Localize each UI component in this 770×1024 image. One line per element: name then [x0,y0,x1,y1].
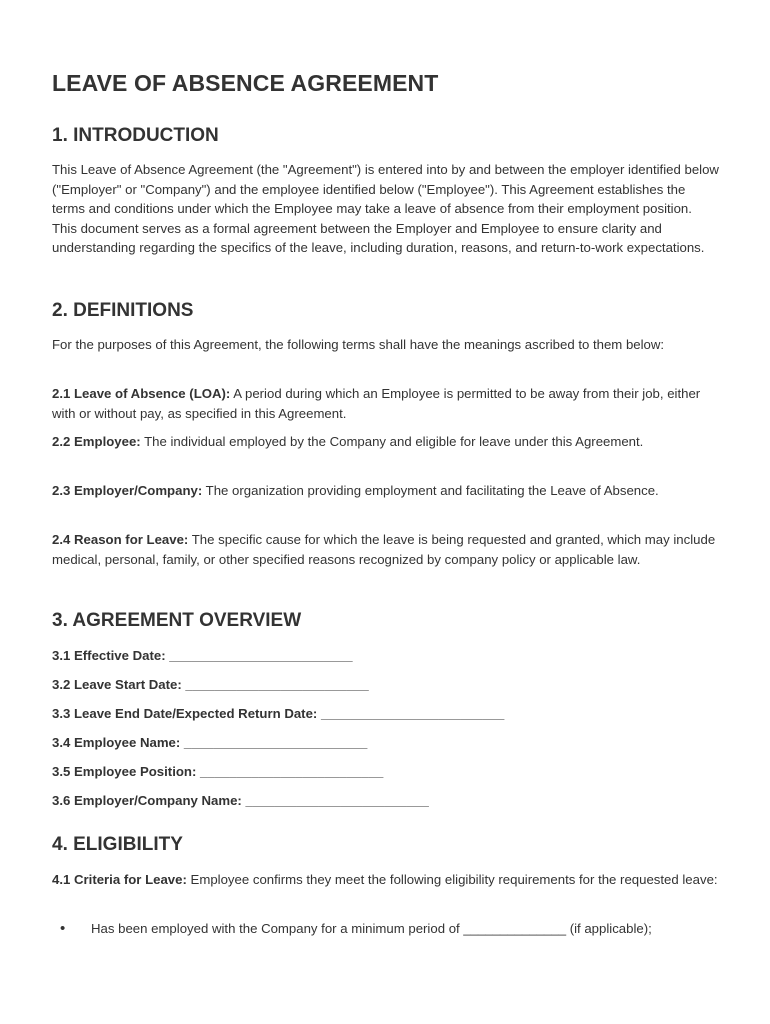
section-heading: 4. ELIGIBILITY [52,834,183,855]
definitions-intro: For the purposes of this Agreement, the following terms shall have the meanings ascribed to them below: [52,337,665,352]
effective-date-field[interactable]: 3.1 Effective Date: _________________________ [52,648,353,663]
bullet-icon: • [60,920,66,937]
leave-end-date-field[interactable]: 3.3 Leave End Date/Expected Return Date: _________________________ [52,706,505,721]
criteria-term: 4.1 Criteria for Leave: [52,872,187,887]
definitions-intro-block [52,335,720,355]
document-title: LEAVE OF ABSENCE AGREEMENT [52,70,439,96]
list-item [52,919,720,939]
list-item-text[interactable]: Has been employed with the Company for a minimum period of ______________ (if applicable); [91,921,652,936]
definition-2-2 [52,432,720,452]
employee-position-field[interactable]: 3.5 Employee Position: _________________________ [52,764,384,779]
section-heading: 1. INTRODUCTION [52,125,219,146]
employee-name-field[interactable]: 3.4 Employee Name: _________________________ [52,735,368,750]
employer-company-name-field[interactable]: 3.6 Employer/Company Name: _________________________ [52,793,429,808]
section-introduction [52,125,720,147]
section-heading: 2. DEFINITIONS [52,300,194,321]
definition-2-1 [52,384,720,423]
section-agreement-overview [52,610,720,632]
definition-term: 2.2 Employee: [52,434,141,449]
section-heading: 3. AGREEMENT OVERVIEW [52,610,302,631]
definition-2-3 [52,481,720,501]
criteria-text: Employee confirms they meet the following eligibility requirements for the requested leave: [186,872,718,887]
section-definitions [52,300,720,322]
definition-text: A period during which an Employee is permitted to be away from their job, either with or without pay, as specified in this Agreement. [52,386,701,421]
criteria-for-leave [52,870,720,890]
definition-term: 2.3 Employer/Company: [52,483,203,498]
section-eligibility [52,834,720,856]
leave-start-date-field[interactable]: 3.2 Leave Start Date: _________________________ [52,677,369,692]
definition-term: 2.1 Leave of Absence (LOA): [52,386,231,401]
introduction-paragraph-block [52,160,720,258]
definition-text: The individual employed by the Company and eligible for leave under this Agreement. [140,434,644,449]
definition-text: The specific cause for which the leave is being requested and granted, which may include medical, personal, family, or other specified reasons recognized by company policy or applicable law. [52,532,716,567]
definition-2-4 [52,530,720,569]
introduction-paragraph: This Leave of Absence Agreement (the "Agreement") is entered into by and between the employer identified below ("Employer" or "Company") and the employee identified below ("Employee"). This Agreement establishes the terms and conditions under which the Employee may take a leave of absence from their employment position. This document serves as a formal agreement between the Employer and Employee to ensure clarity and understanding regarding the specifics of the leave, including duration, reasons, and return-to-work expectations. [52,162,719,256]
definition-text: The organization providing employment and facilitating the Leave of Absence. [202,483,659,498]
definition-term: 2.4 Reason for Leave: [52,532,189,547]
